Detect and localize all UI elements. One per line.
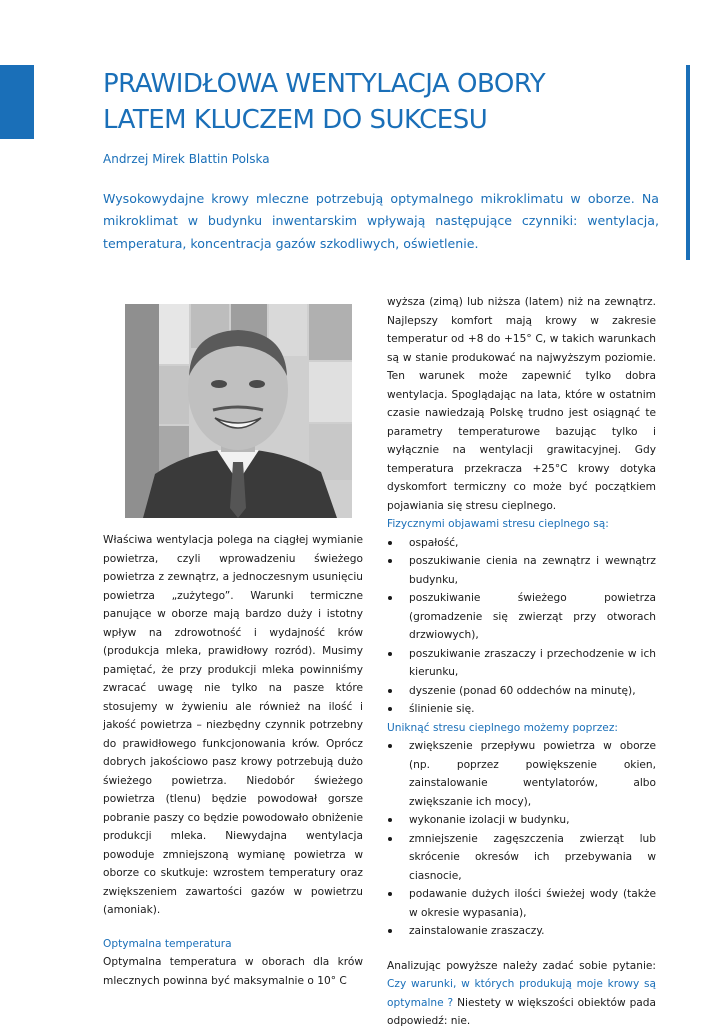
symptoms-list — [387, 534, 656, 719]
temperature-paragraph: Optymalna temperatura w oborach dla krów mlecznych powinna być maksymalnie o 10° C — [103, 956, 363, 987]
subheading-optimal-temperature: Optymalna temperatura — [103, 937, 232, 950]
title-line-1: PRAWIDŁOWA WENTYLACJA OBORY — [103, 69, 546, 99]
list-item: ślinienie się. — [387, 700, 656, 719]
list-item: poszukiwanie świeżego powietrza (gromadzenie się zwierząt przy otworach drzwiowych), — [387, 589, 656, 645]
title-line-2: LATEM KLUCZEM DO SUKCESU — [103, 105, 488, 135]
author-photo — [125, 304, 352, 518]
symptoms-heading: Fizycznymi objawami stresu cieplnego są: — [387, 518, 609, 530]
closing-intro: Analizując powyższe należy zadać sobie pytanie: — [387, 959, 656, 972]
list-item: ospałość, — [387, 534, 656, 553]
closing-question: Czy warunki, w których produkują moje krowy są optymalne ? — [387, 978, 656, 1009]
spacer — [103, 920, 363, 935]
list-item: dyszenie (ponad 60 oddechów na minutę), — [387, 682, 656, 701]
prevention-heading: Uniknąć stresu cieplnego możemy poprzez: — [387, 721, 618, 734]
list-item: wykonanie izolacji w budynku, — [387, 811, 656, 830]
prevention-list — [387, 737, 656, 941]
temperature-paragraph-continued: wyższa (zimą) lub niższa (latem) niż na zewnątrz. Najlepszy komfort mają krowy w zakresie temperatur od +8 do +15° C, w takich warunkach są w stanie produkować na najwyższym poziomie. Ten warunek może zapewnić tylko dobra wentylacja. Spoglądając na lata, które w ostatnim czasie nawiedzają Polskę trudno jest osiągnąć te parametry temperaturowe bazując tylko i wyłącznie na wentylacji grawitacyjnej. Gdy temperatura przekracza +25°C krowy dotyka dyskomfort termiczny co może być początkiem pojawiania się stresu cieplnego. — [387, 296, 656, 512]
closing-answer: Niestety w większości obiektów pada odpowiedź: nie. — [387, 996, 657, 1027]
intro-paragraph: Właściwa wentylacja polega na ciągłej wymianie powietrza, czyli wprowadzeniu świeżego powietrza z zewnątrz, a jednoczesnym usunięciu powietrza „zużytego”. Warunki termiczne panujące w oborze mają bardzo duży i istotny wpływ na zdrowotność i wydajność krów (produkcja mleka, prawidłowy rozród). Musimy pamiętać, że przy produkcji mleka powinniśmy zwracać uwagę nie tylko na pasze które stosujemy w żywieniu ale również na ilość i jakość powietrza – niezbędny czynnik potrzebny do prawidłowego funkcjonowania krów. Oprócz dobrych jakościowo pasz krowy potrzebują dużo świeżego powietrza. Niedobór świeżego powietrza (tlenu) będzie powodował gorsze pobranie paszy co będzie powodowało obniżenie produkcji mleka. Niewydajna wentylacja powoduje zmniejszoną wymianę powietrza w oborze co skutkuje: wzrostem temperatury oraz zwiększeniem zawartości gazów w powietrzu (amoniak). — [103, 534, 363, 916]
list-item: poszukiwanie cienia na zewnątrz i wewnątrz budynku, — [387, 552, 656, 589]
spacer — [387, 941, 656, 957]
article-title — [103, 66, 663, 138]
list-item: poszukiwanie zraszaczy i przechodzenie w ich kierunku, — [387, 645, 656, 682]
lead-paragraph: Wysokowydajne krowy mleczne potrzebują optymalnego mikroklimatu w oborze. Na mikroklimat w budynku inwentarskim wpływają następujące czynniki: wentylacja, temperatura, koncentracja gazów szkodliwych, oświetlenie. — [103, 191, 659, 251]
list-item: zwiększenie przepływu powietrza w oborze (np. poprzez powiększenie okien, zainstalowanie wentylatorów, albo zwiększanie ich mocy), — [387, 737, 656, 811]
left-accent-bar — [0, 65, 34, 139]
closing-paragraph — [387, 957, 656, 1031]
author-line: Andrzej Mirek Blattin Polska — [103, 152, 270, 166]
right-column — [387, 293, 656, 1031]
left-column — [103, 531, 363, 990]
list-item: zmniejszenie zagęszczenia zwierząt lub skrócenie okresów ich przebywania w ciasnocie, — [387, 830, 656, 886]
list-item: zainstalowanie zraszaczy. — [387, 922, 656, 941]
list-item: podawanie dużych ilości świeżej wody (także w okresie wypasania), — [387, 885, 656, 922]
right-accent-bar — [686, 65, 690, 260]
